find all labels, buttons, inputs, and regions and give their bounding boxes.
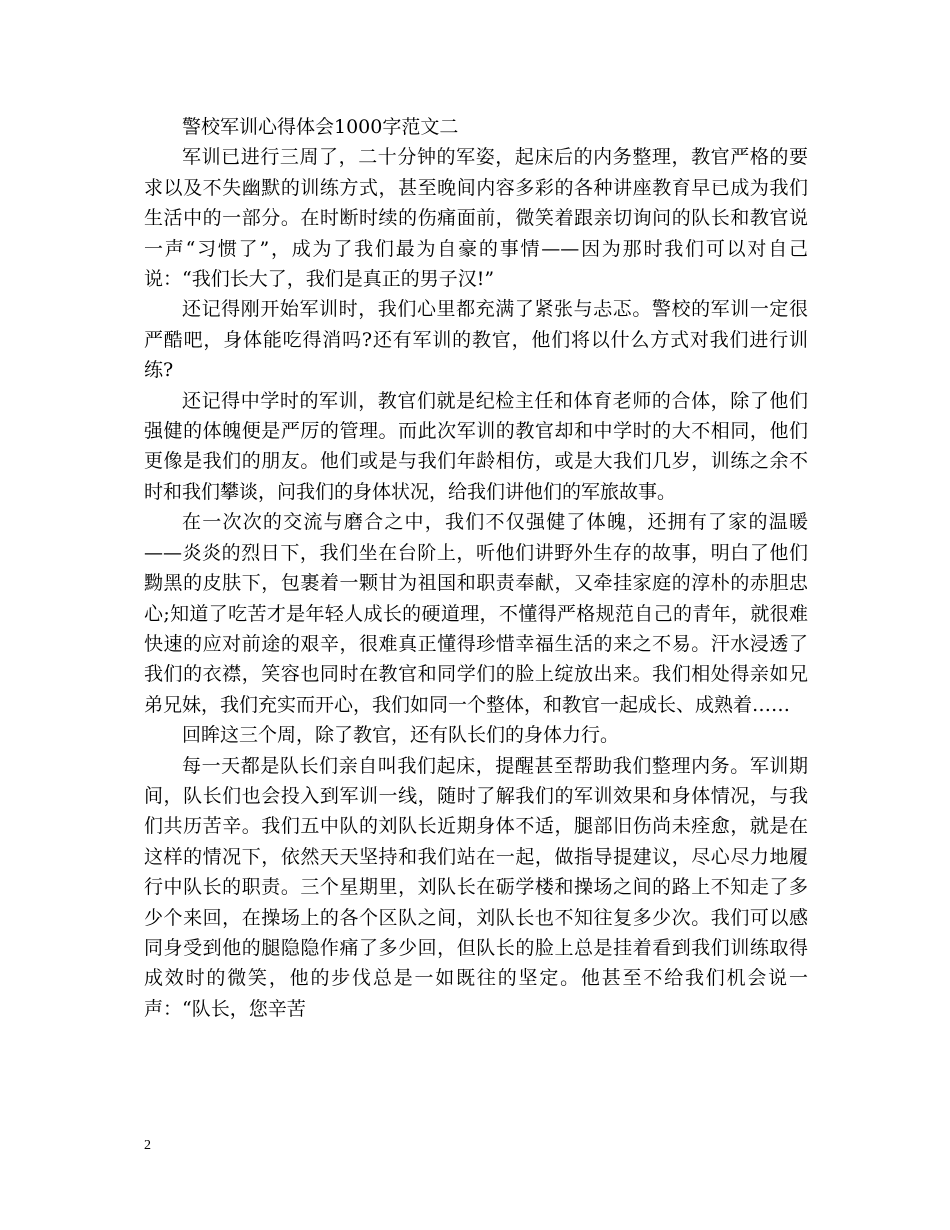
page-number: 2 xyxy=(144,1138,151,1153)
document-body xyxy=(144,112,808,1024)
paragraph: 每一天都是队长们亲自叫我们起床，提醒甚至帮助我们整理内务。军训期间，队长们也会投入到军训一线，随时了解我们的军训效果和身体情况，与我们共历苦辛。我们五中队的刘队长近期身体不适，腿部旧伤尚未痊愈，就是在这样的情况下，依然天天坚持和我们站在一起，做指导提建议，尽心尽力地履行中队长的职责。三个星期里，刘队长在砺学楼和操场之间的路上不知走了多少个来回，在操场上的各个区队之间，刘队长也不知往复多少次。我们可以感同身受到他的腿隐隐作痛了多少回，但队长的脸上总是挂着看到我们训练取得成效时的微笑，他的步伐总是一如既往的坚定。他甚至不给我们机会说一声：“队长，您辛苦 xyxy=(144,754,808,1020)
document-title: 警校军训心得体会1000字范文二 xyxy=(182,116,459,138)
paragraph: 回眸这三个周，除了教官，还有队长们的身体力行。 xyxy=(182,724,620,747)
paragraph: 军训已进行三周了，二十分钟的军姿，起床后的内务整理，教官严格的要求以及不失幽默的训练方式，甚至晚间内容多彩的各种讲座教育早已成为我们生活中的一部分。在时断时续的伤痛面前，微笑着跟亲切询问的队长和教官说一声“习惯了”，成为了我们最为自豪的事情——因为那时我们可以对自己说：“我们长大了，我们是真正的男子汉!” xyxy=(144,146,808,291)
paragraph: 还记得刚开始军训时，我们心里都充满了紧张与忐忑。警校的军训一定很严酷吧，身体能吃得消吗?还有军训的教官，他们将以什么方式对我们进行训练? xyxy=(144,298,808,382)
paragraph: 还记得中学时的军训，教官们就是纪检主任和体育老师的合体，除了他们强健的体魄便是严厉的管理。而此次军训的教官却和中学时的大不相同，他们更像是我们的朋友。他们或是与我们年龄相仿，或是大我们几岁，训练之余不时和我们攀谈，问我们的身体状况，给我们讲他们的军旅故事。 xyxy=(144,389,808,503)
paragraph: 在一次次的交流与磨合之中，我们不仅强健了体魄，还拥有了家的温暖——炎炎的烈日下，我们坐在台阶上，听他们讲野外生存的故事，明白了他们黝黑的皮肤下，包裹着一颗甘为祖国和职责奉献，又牵挂家庭的淳朴的赤胆忠心;知道了吃苦才是年轻人成长的硬道理，不懂得严格规范自己的青年，就很难快速的应对前途的艰辛，很难真正懂得珍惜幸福生活的来之不易。汗水浸透了我们的衣襟，笑容也同时在教官和同学们的脸上绽放出来。我们相处得亲如兄弟兄妹，我们充实而开心，我们如同一个整体，和教官一起成长、成熟着…… xyxy=(144,511,808,716)
